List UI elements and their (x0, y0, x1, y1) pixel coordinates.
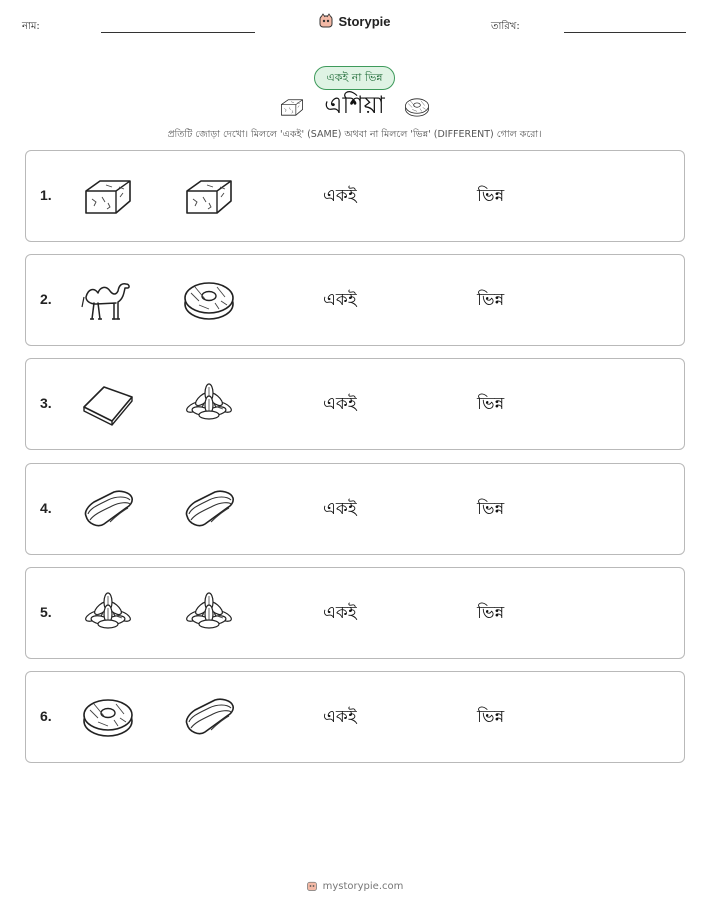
option-same[interactable]: একই (323, 707, 357, 727)
option-same[interactable]: একই (323, 186, 357, 206)
question-row (25, 254, 685, 346)
rolled-bread-icon (181, 482, 237, 536)
question-row (25, 150, 685, 242)
question-number: 1. (40, 187, 52, 203)
date-label: তারিখ: (491, 21, 520, 32)
rolled-bread-icon (80, 482, 136, 536)
storypie-footer-icon (306, 880, 318, 892)
question-row (25, 671, 685, 763)
name-line[interactable] (101, 32, 255, 33)
option-same[interactable]: একই (323, 394, 357, 414)
option-different[interactable]: ভিন্ন (477, 394, 505, 414)
right-picture (181, 482, 237, 536)
question-number: 3. (40, 395, 52, 411)
page-title: এশিয়া (324, 91, 385, 119)
option-same[interactable]: একই (323, 603, 357, 623)
ring-cake-icon (181, 273, 237, 327)
left-picture (80, 273, 136, 327)
worksheet-type-badge: একই না ভিন্ন (314, 66, 395, 90)
option-different[interactable]: ভিন্ন (477, 707, 505, 727)
right-picture (181, 377, 237, 431)
brand-logo (0, 13, 709, 29)
question-row (25, 463, 685, 555)
right-picture (181, 169, 237, 223)
question-row (25, 567, 685, 659)
question-number: 4. (40, 500, 52, 516)
left-picture (80, 586, 136, 640)
right-picture (181, 690, 237, 744)
camel-icon (80, 273, 136, 327)
tofu-icon (80, 169, 136, 223)
left-picture (80, 482, 136, 536)
rolled-bread-icon (181, 690, 237, 744)
left-picture (80, 377, 136, 431)
ring-cake-icon (401, 94, 433, 120)
dates-pile-icon (181, 586, 237, 640)
left-picture (80, 690, 136, 744)
right-picture (181, 586, 237, 640)
footer (0, 880, 709, 892)
title-row (0, 90, 709, 124)
tofu-icon (181, 169, 237, 223)
storypie-logo-icon (318, 13, 334, 29)
brand-name: Storypie (338, 13, 391, 29)
question-number: 2. (40, 291, 52, 307)
option-different[interactable]: ভিন্ন (477, 290, 505, 310)
name-label: নাম: (22, 21, 40, 32)
left-picture (80, 169, 136, 223)
question-row (25, 358, 685, 450)
option-different[interactable]: ভিন্ন (477, 186, 505, 206)
dates-pile-icon (181, 377, 237, 431)
date-line[interactable] (564, 32, 686, 33)
option-same[interactable]: একই (323, 290, 357, 310)
instructions: প্রতিটি জোড়া দেখো। মিললে 'একই' (SAME) অথবা না মিললে 'ভিন্ন' (DIFFERENT) গোল করো। (167, 129, 542, 140)
right-picture (181, 273, 237, 327)
option-different[interactable]: ভিন্ন (477, 603, 505, 623)
question-number: 6. (40, 708, 52, 724)
footer-url[interactable]: mystorypie.com (322, 880, 404, 892)
question-number: 5. (40, 604, 52, 620)
folded-cloth-icon (80, 377, 136, 431)
option-same[interactable]: একই (323, 499, 357, 519)
tofu-icon (276, 94, 308, 120)
ring-cake-icon (80, 690, 136, 744)
option-different[interactable]: ভিন্ন (477, 499, 505, 519)
dates-pile-icon (80, 586, 136, 640)
